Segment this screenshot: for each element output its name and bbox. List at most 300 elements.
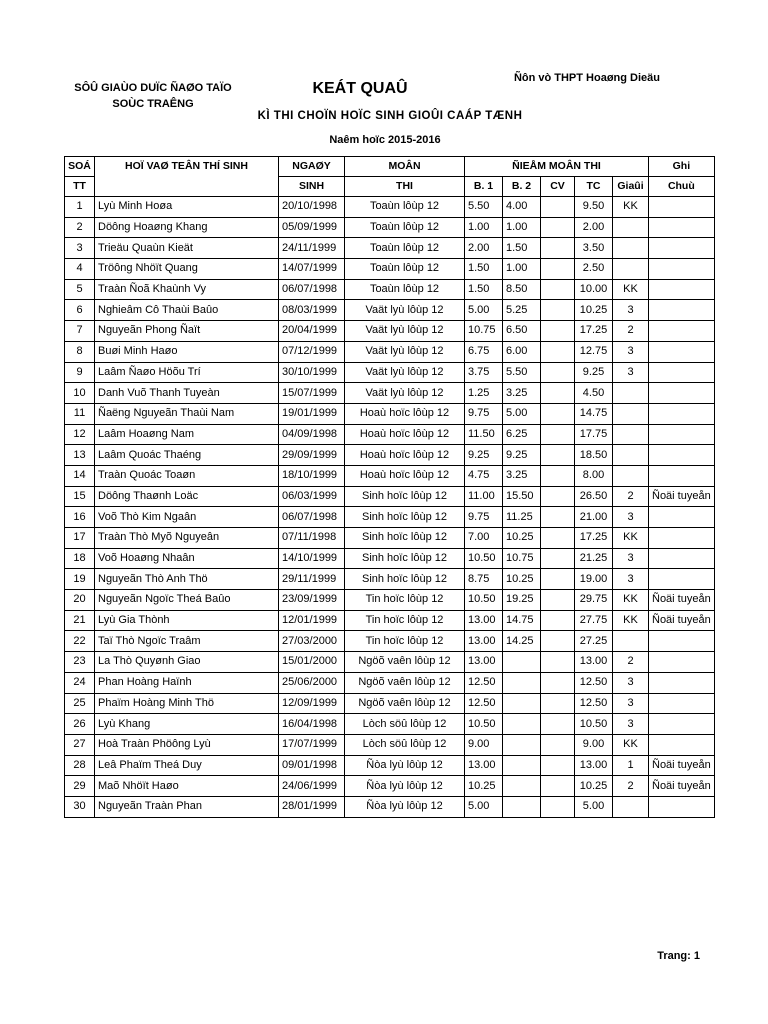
tc-cell: 17.25 (575, 528, 613, 549)
name-cell: Voõ Hoaøng Nhaân (95, 548, 279, 569)
tc-cell: 2.00 (575, 217, 613, 238)
cv-cell (541, 362, 575, 383)
subject-cell: Toaùn lôùp 12 (345, 259, 465, 280)
stt-cell: 27 (65, 734, 95, 755)
b2-cell: 5.50 (503, 362, 541, 383)
dob-cell: 15/01/2000 (279, 652, 345, 673)
name-cell: La Thò Quyønh Giao (95, 652, 279, 673)
name-cell: Nguyeãn Thò Anh Thö (95, 569, 279, 590)
tc-cell: 10.50 (575, 714, 613, 735)
tc-cell: 21.00 (575, 507, 613, 528)
note-cell: Ñoäi tuyeån (649, 610, 715, 631)
results-table (64, 156, 715, 818)
prize-cell: 3 (613, 362, 649, 383)
b1-cell: 13.00 (465, 652, 503, 673)
header-dob-2: SINH (279, 177, 345, 197)
tc-cell: 17.25 (575, 321, 613, 342)
name-cell: Leâ Phaïm Theá Duy (95, 755, 279, 776)
cv-cell (541, 507, 575, 528)
b1-cell: 10.25 (465, 776, 503, 797)
note-cell (649, 714, 715, 735)
cv-cell (541, 528, 575, 549)
cv-cell (541, 217, 575, 238)
tc-cell: 13.00 (575, 755, 613, 776)
tc-cell: 3.50 (575, 238, 613, 259)
name-cell: Laâm Ñaøo Höõu Trí (95, 362, 279, 383)
org-line-2: SOÙC TRAÊNG (112, 98, 194, 110)
prize-cell: 3 (613, 300, 649, 321)
tc-cell: 9.25 (575, 362, 613, 383)
tc-cell: 17.75 (575, 424, 613, 445)
prize-cell (613, 631, 649, 652)
prize-cell: 2 (613, 776, 649, 797)
tc-cell: 10.00 (575, 279, 613, 300)
b1-cell: 9.75 (465, 403, 503, 424)
name-cell: Traàn Thò Myõ Nguyeân (95, 528, 279, 549)
cv-cell (541, 693, 575, 714)
stt-cell: 5 (65, 279, 95, 300)
dob-cell: 12/01/1999 (279, 610, 345, 631)
subject-cell: Ñòa lyù lôùp 12 (345, 776, 465, 797)
dob-cell: 20/10/1998 (279, 197, 345, 218)
b1-cell: 11.00 (465, 486, 503, 507)
name-cell: Nguyeãn Ngoïc Theá Baûo (95, 590, 279, 611)
name-cell: Traàn Ñoã Khaùnh Vy (95, 279, 279, 300)
stt-cell: 28 (65, 755, 95, 776)
b1-cell: 2.00 (465, 238, 503, 259)
stt-cell: 22 (65, 631, 95, 652)
name-cell: Danh Vuõ Thanh Tuyeàn (95, 383, 279, 404)
subject-cell: Sinh hoïc lôùp 12 (345, 528, 465, 549)
subject-cell: Toaùn lôùp 12 (345, 279, 465, 300)
note-cell (649, 548, 715, 569)
b1-cell: 7.00 (465, 528, 503, 549)
prize-cell: 3 (613, 507, 649, 528)
cv-cell (541, 548, 575, 569)
table-row (65, 734, 715, 755)
dob-cell: 06/03/1999 (279, 486, 345, 507)
prize-cell: KK (613, 279, 649, 300)
stt-cell: 16 (65, 507, 95, 528)
subject-cell: Toaùn lôùp 12 (345, 217, 465, 238)
stt-cell: 29 (65, 776, 95, 797)
dob-cell: 24/11/1999 (279, 238, 345, 259)
cv-cell (541, 403, 575, 424)
stt-cell: 10 (65, 383, 95, 404)
stt-cell: 8 (65, 341, 95, 362)
b2-cell: 3.25 (503, 383, 541, 404)
b2-cell (503, 796, 541, 817)
note-cell (649, 341, 715, 362)
stt-cell: 25 (65, 693, 95, 714)
name-cell: Ñaëng Nguyeãn Thaùi Nam (95, 403, 279, 424)
name-cell: Hoà Traàn Phöông Lyù (95, 734, 279, 755)
subject-cell: Tin hoïc lôùp 12 (345, 631, 465, 652)
cv-cell (541, 300, 575, 321)
note-cell (649, 197, 715, 218)
table-row (65, 631, 715, 652)
subject-cell: Hoaù hoïc lôùp 12 (345, 445, 465, 466)
b1-cell: 10.75 (465, 321, 503, 342)
table-row (65, 362, 715, 383)
tc-cell: 21.25 (575, 548, 613, 569)
cv-cell (541, 610, 575, 631)
subject-cell: Sinh hoïc lôùp 12 (345, 507, 465, 528)
table-row (65, 279, 715, 300)
tc-cell: 29.75 (575, 590, 613, 611)
stt-cell: 4 (65, 259, 95, 280)
b2-cell (503, 734, 541, 755)
table-row (65, 486, 715, 507)
note-cell (649, 631, 715, 652)
prize-cell: 3 (613, 569, 649, 590)
dob-cell: 17/07/1999 (279, 734, 345, 755)
b2-cell: 6.25 (503, 424, 541, 445)
header-note-2: Chuù (649, 177, 715, 197)
name-cell: Voõ Thò Kim Ngaân (95, 507, 279, 528)
stt-cell: 23 (65, 652, 95, 673)
dob-cell: 06/07/1998 (279, 279, 345, 300)
b1-cell: 12.50 (465, 672, 503, 693)
table-row (65, 403, 715, 424)
b2-cell: 5.00 (503, 403, 541, 424)
header-subject-1: MOÂN (345, 157, 465, 177)
b2-cell: 9.25 (503, 445, 541, 466)
tc-cell: 2.50 (575, 259, 613, 280)
subject-cell: Hoaù hoïc lôùp 12 (345, 424, 465, 445)
dob-cell: 06/07/1998 (279, 507, 345, 528)
b2-cell: 6.00 (503, 341, 541, 362)
dob-cell: 30/10/1999 (279, 362, 345, 383)
cv-cell (541, 279, 575, 300)
subject-cell: Vaät lyù lôùp 12 (345, 383, 465, 404)
cv-cell (541, 796, 575, 817)
stt-cell: 9 (65, 362, 95, 383)
table-row (65, 321, 715, 342)
tc-cell: 9.50 (575, 197, 613, 218)
prize-cell: 3 (613, 672, 649, 693)
stt-cell: 2 (65, 217, 95, 238)
prize-cell: 3 (613, 341, 649, 362)
header-cv: CV (541, 177, 575, 197)
prize-cell (613, 238, 649, 259)
b2-cell: 10.75 (503, 548, 541, 569)
prize-cell: 2 (613, 486, 649, 507)
b1-cell: 11.50 (465, 424, 503, 445)
stt-cell: 7 (65, 321, 95, 342)
school-year: Naêm hoïc 2015-2016 (329, 134, 441, 146)
table-row (65, 197, 715, 218)
header-dob-1: NGAØY (279, 157, 345, 177)
table-row (65, 755, 715, 776)
b1-cell: 13.00 (465, 755, 503, 776)
dob-cell: 14/07/1999 (279, 259, 345, 280)
prize-cell: 2 (613, 321, 649, 342)
prize-cell (613, 259, 649, 280)
page-number: Trang: 1 (657, 950, 700, 962)
name-cell: Tröông Nhöït Quang (95, 259, 279, 280)
table-row (65, 776, 715, 797)
stt-cell: 6 (65, 300, 95, 321)
subject-cell: Sinh hoïc lôùp 12 (345, 569, 465, 590)
b1-cell: 6.75 (465, 341, 503, 362)
table-row (65, 507, 715, 528)
tc-cell: 10.25 (575, 776, 613, 797)
note-cell (649, 569, 715, 590)
b1-cell: 10.50 (465, 714, 503, 735)
stt-cell: 21 (65, 610, 95, 631)
b2-cell (503, 652, 541, 673)
name-cell: Döông Hoaøng Khang (95, 217, 279, 238)
prize-cell (613, 383, 649, 404)
table-row (65, 590, 715, 611)
tc-cell: 9.00 (575, 734, 613, 755)
table-row (65, 610, 715, 631)
note-cell (649, 652, 715, 673)
table-row (65, 714, 715, 735)
name-cell: Taï Thò Ngoïc Traâm (95, 631, 279, 652)
subject-cell: Toaùn lôùp 12 (345, 238, 465, 259)
name-cell: Lyù Gia Thònh (95, 610, 279, 631)
dob-cell: 28/01/1999 (279, 796, 345, 817)
subject-cell: Hoaù hoïc lôùp 12 (345, 465, 465, 486)
b2-cell (503, 776, 541, 797)
cv-cell (541, 424, 575, 445)
tc-cell: 26.50 (575, 486, 613, 507)
prize-cell: 3 (613, 714, 649, 735)
school-name: Ñôn vò THPT Hoaøng Dieäu (513, 72, 660, 84)
b2-cell: 11.25 (503, 507, 541, 528)
note-cell: Ñoäi tuyeån (649, 590, 715, 611)
tc-cell: 14.75 (575, 403, 613, 424)
dob-cell: 18/10/1999 (279, 465, 345, 486)
cv-cell (541, 672, 575, 693)
table-row (65, 217, 715, 238)
table-row (65, 424, 715, 445)
subject-cell: Ngöõ vaên lôùp 12 (345, 652, 465, 673)
dob-cell: 15/07/1999 (279, 383, 345, 404)
cv-cell (541, 590, 575, 611)
b2-cell: 1.00 (503, 259, 541, 280)
name-cell: Lyù Minh Hoøa (95, 197, 279, 218)
b2-cell: 8.50 (503, 279, 541, 300)
b1-cell: 9.25 (465, 445, 503, 466)
organization-header (58, 80, 248, 112)
stt-cell: 1 (65, 197, 95, 218)
note-cell (649, 693, 715, 714)
name-cell: Döông Thaønh Loäc (95, 486, 279, 507)
stt-cell: 17 (65, 528, 95, 549)
dob-cell: 16/04/1998 (279, 714, 345, 735)
b1-cell: 13.00 (465, 610, 503, 631)
b2-cell: 19.25 (503, 590, 541, 611)
name-cell: Laâm Quoác Thaéng (95, 445, 279, 466)
tc-cell: 18.50 (575, 445, 613, 466)
prize-cell (613, 424, 649, 445)
prize-cell: KK (613, 197, 649, 218)
b2-cell: 1.00 (503, 217, 541, 238)
cv-cell (541, 383, 575, 404)
name-cell: Maõ Nhöït Haøo (95, 776, 279, 797)
exam-subtitle: KÌ THI CHOÏN HOÏC SINH GIOÛI CAÁP TÆNH (257, 110, 523, 122)
table-row (65, 259, 715, 280)
cv-cell (541, 714, 575, 735)
b2-cell: 10.25 (503, 569, 541, 590)
dob-cell: 29/09/1999 (279, 445, 345, 466)
table-row (65, 300, 715, 321)
dob-cell: 07/11/1998 (279, 528, 345, 549)
b2-cell (503, 672, 541, 693)
subject-cell: Vaät lyù lôùp 12 (345, 300, 465, 321)
name-cell: Phan Hoàng Haïnh (95, 672, 279, 693)
header-b2: B. 2 (503, 177, 541, 197)
subject-cell: Lòch söû lôùp 12 (345, 714, 465, 735)
cv-cell (541, 631, 575, 652)
prize-cell (613, 796, 649, 817)
note-cell (649, 672, 715, 693)
cv-cell (541, 197, 575, 218)
b1-cell: 1.50 (465, 279, 503, 300)
header-prize: Giaûi (613, 177, 649, 197)
note-cell (649, 465, 715, 486)
prize-cell: KK (613, 590, 649, 611)
tc-cell: 27.75 (575, 610, 613, 631)
cv-cell (541, 755, 575, 776)
table-row (65, 548, 715, 569)
dob-cell: 27/03/2000 (279, 631, 345, 652)
table-row (65, 383, 715, 404)
name-cell: Buøi Minh Haøo (95, 341, 279, 362)
dob-cell: 08/03/1999 (279, 300, 345, 321)
subject-cell: Sinh hoïc lôùp 12 (345, 548, 465, 569)
org-line-1: SÔÛ GIAÙO DUÏC ÑAØO TAÏO (74, 82, 232, 94)
b1-cell: 10.50 (465, 548, 503, 569)
note-cell: Ñoäi tuyeån (649, 486, 715, 507)
b1-cell: 1.00 (465, 217, 503, 238)
prize-cell (613, 465, 649, 486)
dob-cell: 29/11/1999 (279, 569, 345, 590)
cv-cell (541, 569, 575, 590)
tc-cell: 13.00 (575, 652, 613, 673)
stt-cell: 14 (65, 465, 95, 486)
dob-cell: 25/06/2000 (279, 672, 345, 693)
b2-cell: 5.25 (503, 300, 541, 321)
cv-cell (541, 776, 575, 797)
document-title: KEÁT QUAÛ (312, 80, 408, 97)
prize-cell: 3 (613, 693, 649, 714)
b2-cell: 10.25 (503, 528, 541, 549)
note-cell (649, 734, 715, 755)
dob-cell: 24/06/1999 (279, 776, 345, 797)
name-cell: Nguyeãn Phong Ñaït (95, 321, 279, 342)
name-cell: Phaïm Hoàng Minh Thö (95, 693, 279, 714)
tc-cell: 5.00 (575, 796, 613, 817)
tc-cell: 12.75 (575, 341, 613, 362)
note-cell (649, 300, 715, 321)
dob-cell: 12/09/1999 (279, 693, 345, 714)
b2-cell: 6.50 (503, 321, 541, 342)
table-row (65, 238, 715, 259)
table-row (65, 465, 715, 486)
tc-cell: 8.00 (575, 465, 613, 486)
name-cell: Traàn Quoác Toaøn (95, 465, 279, 486)
prize-cell: 2 (613, 652, 649, 673)
note-cell (649, 796, 715, 817)
header-note-1: Ghi (649, 157, 715, 177)
b1-cell: 5.00 (465, 796, 503, 817)
subject-cell: Ngöõ vaên lôùp 12 (345, 672, 465, 693)
note-cell: Ñoäi tuyeån (649, 755, 715, 776)
b1-cell: 1.25 (465, 383, 503, 404)
dob-cell: 07/12/1999 (279, 341, 345, 362)
note-cell (649, 528, 715, 549)
cv-cell (541, 259, 575, 280)
subject-cell: Ñòa lyù lôùp 12 (345, 796, 465, 817)
cv-cell (541, 734, 575, 755)
b1-cell: 9.75 (465, 507, 503, 528)
stt-cell: 13 (65, 445, 95, 466)
name-cell: Trieäu Quaùn Kieät (95, 238, 279, 259)
subject-cell: Hoaù hoïc lôùp 12 (345, 403, 465, 424)
note-cell: Ñoäi tuyeån (649, 776, 715, 797)
stt-cell: 18 (65, 548, 95, 569)
dob-cell: 04/09/1998 (279, 424, 345, 445)
tc-cell: 4.50 (575, 383, 613, 404)
prize-cell (613, 217, 649, 238)
b1-cell: 3.75 (465, 362, 503, 383)
tc-cell: 19.00 (575, 569, 613, 590)
note-cell (649, 507, 715, 528)
b1-cell: 5.50 (465, 197, 503, 218)
cv-cell (541, 238, 575, 259)
subject-cell: Tin hoïc lôùp 12 (345, 590, 465, 611)
subject-cell: Vaät lyù lôùp 12 (345, 362, 465, 383)
header-b1: B. 1 (465, 177, 503, 197)
b2-cell: 14.75 (503, 610, 541, 631)
header-score-group: ÑIEÅM MOÂN THI (465, 157, 649, 177)
tc-cell: 12.50 (575, 672, 613, 693)
note-cell (649, 259, 715, 280)
subject-cell: Sinh hoïc lôùp 12 (345, 486, 465, 507)
prize-cell (613, 403, 649, 424)
prize-cell: KK (613, 734, 649, 755)
table-row (65, 445, 715, 466)
table-row (65, 652, 715, 673)
subject-cell: Toaùn lôùp 12 (345, 197, 465, 218)
note-cell (649, 321, 715, 342)
tc-cell: 10.25 (575, 300, 613, 321)
b1-cell: 5.00 (465, 300, 503, 321)
cv-cell (541, 341, 575, 362)
note-cell (649, 445, 715, 466)
b1-cell: 8.75 (465, 569, 503, 590)
b2-cell (503, 755, 541, 776)
note-cell (649, 217, 715, 238)
prize-cell: 3 (613, 548, 649, 569)
name-cell: Nguyeãn Traàn Phan (95, 796, 279, 817)
stt-cell: 12 (65, 424, 95, 445)
b2-cell: 3.25 (503, 465, 541, 486)
header-stt-1: SOÁ (65, 157, 95, 177)
name-cell: Laâm Hoaøng Nam (95, 424, 279, 445)
name-cell: Nghieâm Cô Thaùi Baûo (95, 300, 279, 321)
stt-cell: 11 (65, 403, 95, 424)
stt-cell: 3 (65, 238, 95, 259)
cv-cell (541, 652, 575, 673)
dob-cell: 09/01/1998 (279, 755, 345, 776)
note-cell (649, 424, 715, 445)
results-body (65, 197, 715, 818)
